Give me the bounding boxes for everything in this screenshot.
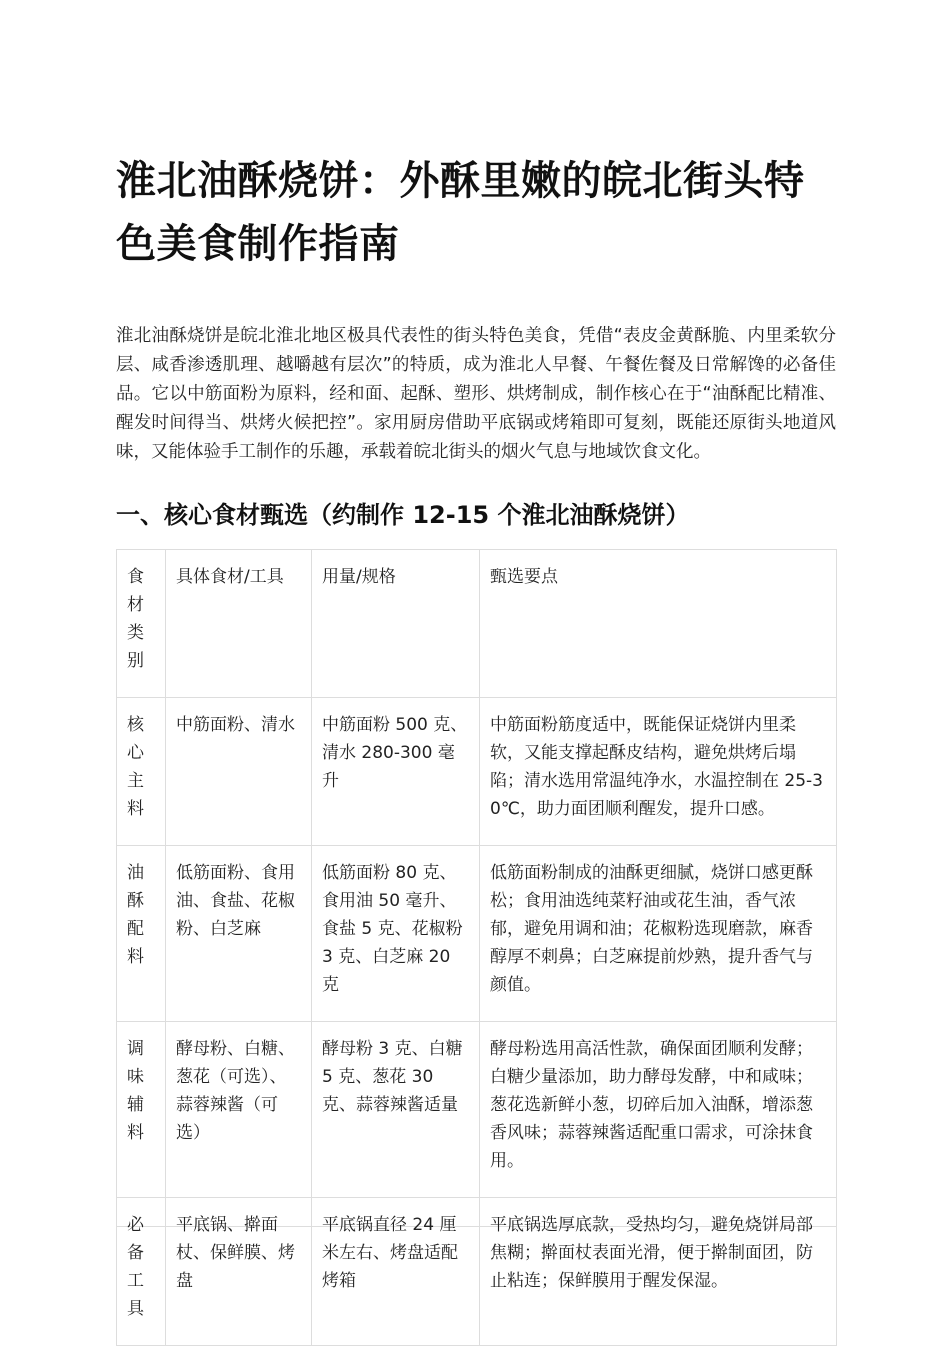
cell-category: 核心主料 <box>117 698 166 846</box>
cell-amount: 平底锅直径 24 厘米左右、烤盘适配烤箱 <box>312 1198 480 1346</box>
cell-items: 酵母粉、白糖、葱花（可选）、蒜蓉辣酱（可选） <box>166 1022 312 1198</box>
cell-amount: 低筋面粉 80 克、食用油 50 毫升、食盐 5 克、花椒粉 3 克、白芝麻 20 克 <box>312 846 480 1022</box>
table-row <box>117 1022 837 1198</box>
cell-notes: 中筋面粉筋度适中，既能保证烧饼内里柔软，又能支撑起酥皮结构，避免烘烤后塌陷；清水选用常温纯净水，水温控制在 25-30℃，助力面团顺利醒发，提升口感。 <box>480 698 837 846</box>
ingredients-table <box>116 549 837 1346</box>
cell-notes: 酵母粉选用高活性款，确保面团顺利发酵；白糖少量添加，助力酵母发酵，中和咸味；葱花选新鲜小葱，切碎后加入油酥，增添葱香风味；蒜蓉辣酱适配重口需求，可涂抹食用。 <box>480 1022 837 1198</box>
cell-category: 必备工具 <box>117 1198 166 1346</box>
table-row <box>117 846 837 1022</box>
cell-notes: 平底锅选厚底款，受热均匀，避免烧饼局部焦糊；擀面杖表面光滑，便于擀制面团，防止粘连；保鲜膜用于醒发保湿。 <box>480 1198 837 1346</box>
header-amount: 用量/规格 <box>312 550 480 698</box>
table-header-row <box>117 550 837 698</box>
cell-amount: 酵母粉 3 克、白糖 5 克、葱花 30 克、蒜蓉辣酱适量 <box>312 1022 480 1198</box>
table-row <box>117 1198 837 1346</box>
cell-category: 调味辅料 <box>117 1022 166 1198</box>
header-category: 食材类别 <box>117 550 166 698</box>
document-page <box>116 150 836 1319</box>
intro-paragraph: 淮北油酥烧饼是皖北淮北地区极具代表性的街头特色美食，凭借“表皮金黄酥脆、内里柔软分层、咸香渗透肌理、越嚼越有层次”的特质，成为淮北人早餐、午餐佐餐及日常解馋的必备佳品。它以中筋面粉为原料，经和面、起酥、塑形、烘烤制成，制作核心在于“油酥配比精准、醒发时间得当、烘烤火候把控”。家用厨房借助平底锅或烤箱即可复刻，既能还原街头地道风味，又能体验手工制作的乐趣，承载着皖北街头的烟火气息与地域饮食文化。 <box>116 326 836 462</box>
cell-items: 中筋面粉、清水 <box>166 698 312 846</box>
cell-category: 油酥配料 <box>117 846 166 1022</box>
cell-amount: 中筋面粉 500 克、清水 280-300 毫升 <box>312 698 480 846</box>
cell-items: 平底锅、擀面杖、保鲜膜、烤盘 <box>166 1198 312 1346</box>
ingredients-table-container <box>116 549 836 1319</box>
header-notes: 甄选要点 <box>480 550 837 698</box>
section-heading-ingredients: 一、核心食材甄选（约制作 12-15 个淮北油酥烧饼） <box>116 501 690 529</box>
cell-items: 低筋面粉、食用油、食盐、花椒粉、白芝麻 <box>166 846 312 1022</box>
document-title: 淮北油酥烧饼：外酥里嫩的皖北街头特色美食制作指南 <box>116 158 805 267</box>
cell-notes: 低筋面粉制成的油酥更细腻，烧饼口感更酥松；食用油选纯菜籽油或花生油，香气浓郁，避免用调和油；花椒粉选现磨款，麻香醇厚不刺鼻；白芝麻提前炒熟，提升香气与颜值。 <box>480 846 837 1022</box>
header-items: 具体食材/工具 <box>166 550 312 698</box>
table-row <box>117 698 837 846</box>
